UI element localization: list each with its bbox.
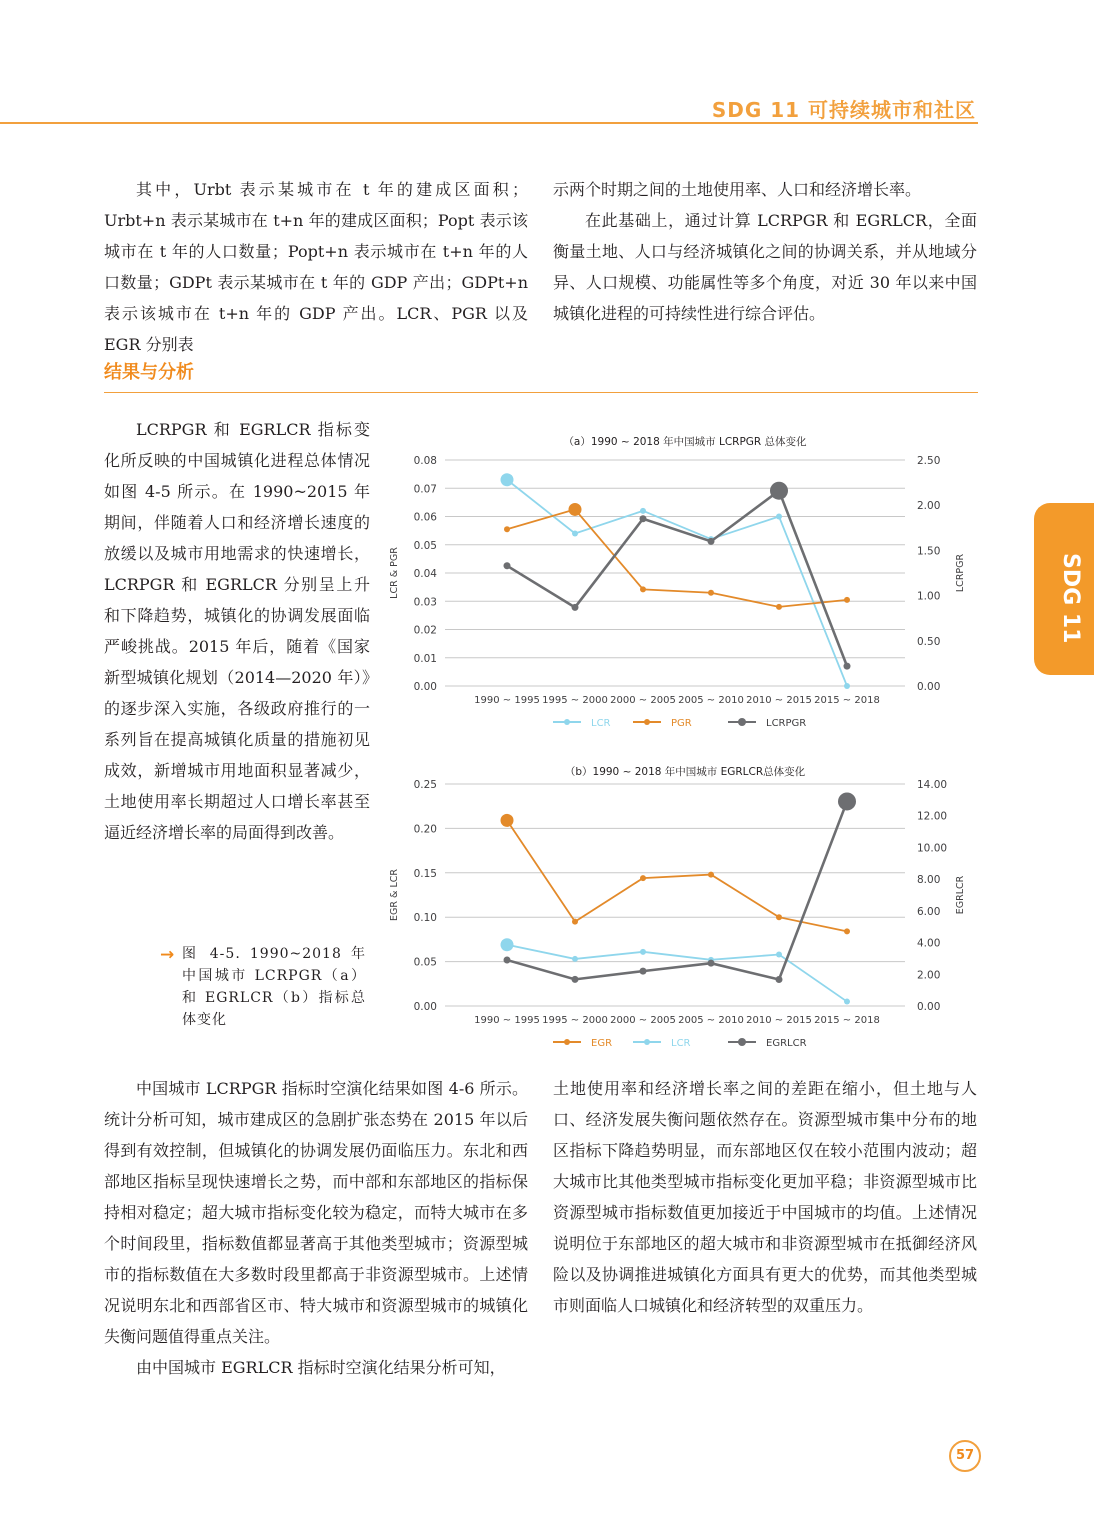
y2-tick-label: 2.50 xyxy=(917,455,941,467)
data-point-egr xyxy=(501,814,514,827)
x-tick-label: 2000 ~ 2005 xyxy=(610,695,676,706)
series-line-lcr xyxy=(507,480,847,686)
y2-tick-label: 6.00 xyxy=(917,905,941,918)
legend-swatch-marker xyxy=(738,1038,746,1046)
y2-tick-label: 2.00 xyxy=(917,969,941,982)
y-axis-label: EGR & LCR xyxy=(389,869,400,921)
legend-label: LCRPGR xyxy=(766,718,807,729)
series-line-lcr xyxy=(507,945,847,1002)
data-point-egr xyxy=(572,919,578,925)
data-point-egr xyxy=(776,914,782,920)
legend-label: LCR xyxy=(671,1038,691,1049)
chart-title: （b）1990 ~ 2018 年中国城市 EGRLCR总体变化 xyxy=(564,766,806,778)
y-tick-label: 0.20 xyxy=(413,823,437,836)
data-point-pgr xyxy=(844,597,850,603)
y2-tick-label: 0.00 xyxy=(917,1001,941,1013)
legend-label: PGR xyxy=(671,718,692,729)
y-tick-label: 0.06 xyxy=(413,511,437,524)
data-point-lcr xyxy=(776,951,782,957)
y-tick-label: 0.10 xyxy=(413,912,437,925)
definitions-paragraph: 其中，Urbt 表示某城市在 t 年的建成区面积；Urbt+n 表示某城市在 t+n 年的建成区面积；Popt 表示该城市在 t 年的人口数量；Popt+n 表示城市在 t+n 年的人口数量；GDPt 表示某城市在 t 年的 GDP 产出；GDPt+n 表示该城市在 t+n 年的 GDP 产出。LCR、PGR 以及 EGR 分别表 xyxy=(104,180,528,354)
data-point-lcr xyxy=(640,508,646,514)
data-point-egrlcr xyxy=(504,957,511,964)
x-tick-label: 2000 ~ 2005 xyxy=(610,1015,676,1026)
data-point-egrlcr xyxy=(640,968,647,975)
y2-tick-label: 8.00 xyxy=(917,874,941,887)
legend-swatch-marker xyxy=(644,1039,650,1045)
data-point-pgr xyxy=(504,526,510,532)
top-left-column xyxy=(104,174,528,360)
data-point-egr xyxy=(844,928,850,934)
y-tick-label: 0.02 xyxy=(413,624,437,637)
data-point-lcr xyxy=(572,956,578,962)
y-tick-label: 0.03 xyxy=(413,596,437,609)
data-point-egrlcr xyxy=(776,976,783,983)
data-point-lcr xyxy=(572,530,578,536)
data-point-egr xyxy=(708,872,714,878)
y2-tick-label: 4.00 xyxy=(917,937,941,950)
y-tick-label: 0.01 xyxy=(413,652,437,665)
results-column xyxy=(104,414,370,848)
data-point-lcrpgr xyxy=(770,482,788,500)
data-point-lcrpgr xyxy=(844,663,851,670)
data-point-lcr xyxy=(640,949,646,955)
data-point-egr xyxy=(640,875,646,881)
x-tick-label: 2005 ~ 2010 xyxy=(678,695,744,706)
bottom-left-column xyxy=(104,1073,528,1383)
x-tick-label: 2010 ~ 2015 xyxy=(746,1015,812,1026)
y2-tick-label: 1.50 xyxy=(917,545,941,558)
top-right-column xyxy=(553,174,977,329)
results-paragraph: LCRPGR 和 EGRLCR 指标变化所反映的中国城镇化进程总体情况如图 4-5 所示。在 1990~2015 年期间，伴随着人口和经济增长速度的放缓以及城市用地需求的快速增长，LCRPGR 和 EGRLCR 分别呈上升和下降趋势，城镇化的协调发展面临严峻挑战。2015 年后，随着《国家新型城镇化规划（2014—2020 年）》的逐步深入实施，各级政府推行的一系列旨在提高城镇化质量的措施初见成效，新增城市用地面积显著减少，土地使用率长期超过人口增长率甚至逼近经济增长率的局面得到改善。 xyxy=(104,420,370,842)
data-point-pgr xyxy=(708,590,714,596)
series-line-egr xyxy=(507,820,847,931)
section-heading: 结果与分析 xyxy=(104,362,194,383)
side-tab-label: SDG 11 xyxy=(1058,553,1083,644)
y2-tick-label: 1.00 xyxy=(917,590,941,603)
y-tick-label: 0.15 xyxy=(413,867,437,880)
chapter-side-tab xyxy=(1034,503,1094,675)
legend-swatch-marker xyxy=(564,1039,570,1045)
data-point-lcr xyxy=(501,473,514,486)
data-point-lcrpgr xyxy=(504,562,511,569)
chart-b xyxy=(385,758,985,1058)
y-tick-label: 0.04 xyxy=(413,568,437,580)
y2-tick-label: 14.00 xyxy=(917,779,948,791)
legend-label: EGRLCR xyxy=(766,1038,807,1049)
y2-tick-label: 12.00 xyxy=(917,810,948,823)
data-point-lcr xyxy=(844,683,850,689)
y-tick-label: 0.05 xyxy=(413,956,437,969)
data-point-lcr xyxy=(501,938,514,951)
y2-axis-label: LCRPGR xyxy=(955,553,966,593)
x-tick-label: 2010 ~ 2015 xyxy=(746,695,812,706)
data-point-egrlcr xyxy=(838,792,856,810)
definitions-continuation: 示两个时期之间的土地使用率、人口和经济增长率。 xyxy=(553,180,922,199)
y2-tick-label: 0.00 xyxy=(917,681,941,693)
y-tick-label: 0.00 xyxy=(413,1001,437,1013)
y-tick-label: 0.05 xyxy=(413,539,437,552)
caption-arrow-icon: → xyxy=(160,945,175,965)
y-tick-label: 0.08 xyxy=(413,455,437,467)
x-tick-label: 2015 ~ 2018 xyxy=(814,695,880,706)
bottom-right-column xyxy=(553,1073,977,1321)
legend-label: LCR xyxy=(591,718,611,729)
data-point-lcr xyxy=(776,514,782,520)
legend-swatch-marker xyxy=(644,719,650,725)
running-header: SDG 11 可持续城市和社区 xyxy=(711,98,976,122)
egrlcr-analysis-paragraph: 土地使用率和经济增长率之间的差距在缩小，但土地与人口、经济发展失衡问题依然存在。资源型城市集中分布的地区指标下降趋势明显，而东部地区仅在较小范围内波动；超大城市比其他类型城市指标变化更加平稳；非资源型城市比资源型城市指标数值更加接近于中国城市的均值。上述情况说明位于东部地区的超大城市和非资源型城市在抵御经济风险以及协调推进城镇化方面具有更大的优势，而其他类型城市则面临人口城镇化和经济转型的双重压力。 xyxy=(553,1079,977,1315)
page-number: 57 xyxy=(949,1440,981,1472)
data-point-lcrpgr xyxy=(572,604,579,611)
egrlcr-analysis-intro: 由中国城市 EGRLCR 指标时空演化结果分析可知， xyxy=(136,1358,506,1377)
y2-tick-label: 0.50 xyxy=(917,635,941,648)
series-line-lcrpgr xyxy=(507,491,847,666)
x-tick-label: 1990 ~ 1995 xyxy=(474,695,540,706)
chart-a xyxy=(385,428,985,738)
data-point-pgr xyxy=(640,586,646,592)
section-rule xyxy=(104,392,978,393)
data-point-egrlcr xyxy=(572,976,579,983)
x-tick-label: 2015 ~ 2018 xyxy=(814,1015,880,1026)
chart-title: （a）1990 ~ 2018 年中国城市 LCRPGR 总体变化 xyxy=(563,436,807,448)
data-point-lcr xyxy=(844,999,850,1005)
x-tick-label: 1995 ~ 2000 xyxy=(542,1015,608,1026)
y-axis-label: LCR & PGR xyxy=(389,547,400,599)
legend-label: EGR xyxy=(591,1038,613,1049)
y2-axis-label: EGRLCR xyxy=(955,875,966,915)
legend-swatch-marker xyxy=(564,719,570,725)
figure-caption: 图 4-5. 1990~2018 年 中国城市 LCRPGR（a）和 EGRLCR（b）指标总体变化 xyxy=(182,946,366,1028)
y-tick-label: 0.00 xyxy=(413,681,437,693)
data-point-pgr xyxy=(776,604,782,610)
method-paragraph: 在此基础上，通过计算 LCRPGR 和 EGRLCR，全面衡量土地、人口与经济城镇化之间的协调关系，并从地域分异、人口规模、功能属性等多个角度，对近 30 年以来中国城镇化进程的可持续性进行综合评估。 xyxy=(553,211,977,323)
data-point-lcrpgr xyxy=(640,515,647,522)
y2-tick-label: 2.00 xyxy=(917,500,941,513)
lcrpgr-analysis-paragraph: 中国城市 LCRPGR 指标时空演化结果如图 4-6 所示。统计分析可知，城市建成区的急剧扩张态势在 2015 年以后得到有效控制，但城镇化的协调发展仍面临压力。东北和西部地区指标呈现快速增长之势，而中部和东部地区的指标保持相对稳定；超大城市指标变化较为稳定，而特大城市在多个时间段里，指标数值都显著高于其他类型城市；资源型城市的指标数值在大多数时段里都高于非资源型城市。上述情况说明东北和西部省区市、特大城市和资源型城市的城镇化失衡问题值得重点关注。 xyxy=(104,1079,528,1346)
legend-swatch-marker xyxy=(738,718,746,726)
y-tick-label: 0.07 xyxy=(413,483,437,496)
x-tick-label: 2005 ~ 2010 xyxy=(678,1015,744,1026)
data-point-lcrpgr xyxy=(708,538,715,545)
x-tick-label: 1990 ~ 1995 xyxy=(474,1015,540,1026)
y2-tick-label: 10.00 xyxy=(917,842,948,855)
header-rule xyxy=(0,122,978,124)
data-point-pgr xyxy=(569,503,582,516)
x-tick-label: 1995 ~ 2000 xyxy=(542,695,608,706)
y-tick-label: 0.25 xyxy=(413,779,437,791)
data-point-egrlcr xyxy=(708,960,715,967)
